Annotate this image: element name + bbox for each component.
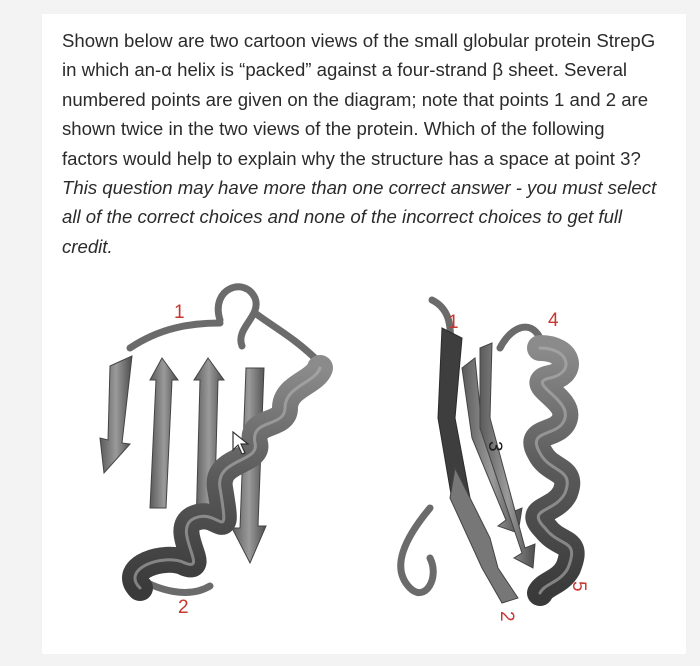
protein-diagram — [70, 268, 630, 648]
right-label-1: 1 — [448, 312, 459, 333]
left-protein-view — [100, 287, 320, 618]
question-instructions: This question may have more than one correct answer - you must select all of the correct choices and none of the incorrect choices to get full credit. — [62, 177, 657, 257]
right-label-2: 2 — [496, 611, 517, 622]
question-body: Shown below are two cartoon views of the small globular protein StrepG in which an-α helix is “packed” against a four-strand β sheet. Several numbered points are given on the diagram; note that points 1 and 2 are shown twice in the two views of the protein. Which of the following factors would help to explain why the structure has a space at point 3? — [62, 30, 656, 169]
right-protein-view — [401, 300, 589, 622]
right-label-3: 3 — [484, 441, 505, 452]
protein-cartoon-figure — [70, 268, 630, 648]
left-label-1: 1 — [174, 302, 185, 323]
right-label-4: 4 — [548, 310, 559, 331]
question-text — [62, 26, 662, 261]
right-label-5: 5 — [568, 581, 589, 592]
left-label-2: 2 — [178, 597, 189, 618]
